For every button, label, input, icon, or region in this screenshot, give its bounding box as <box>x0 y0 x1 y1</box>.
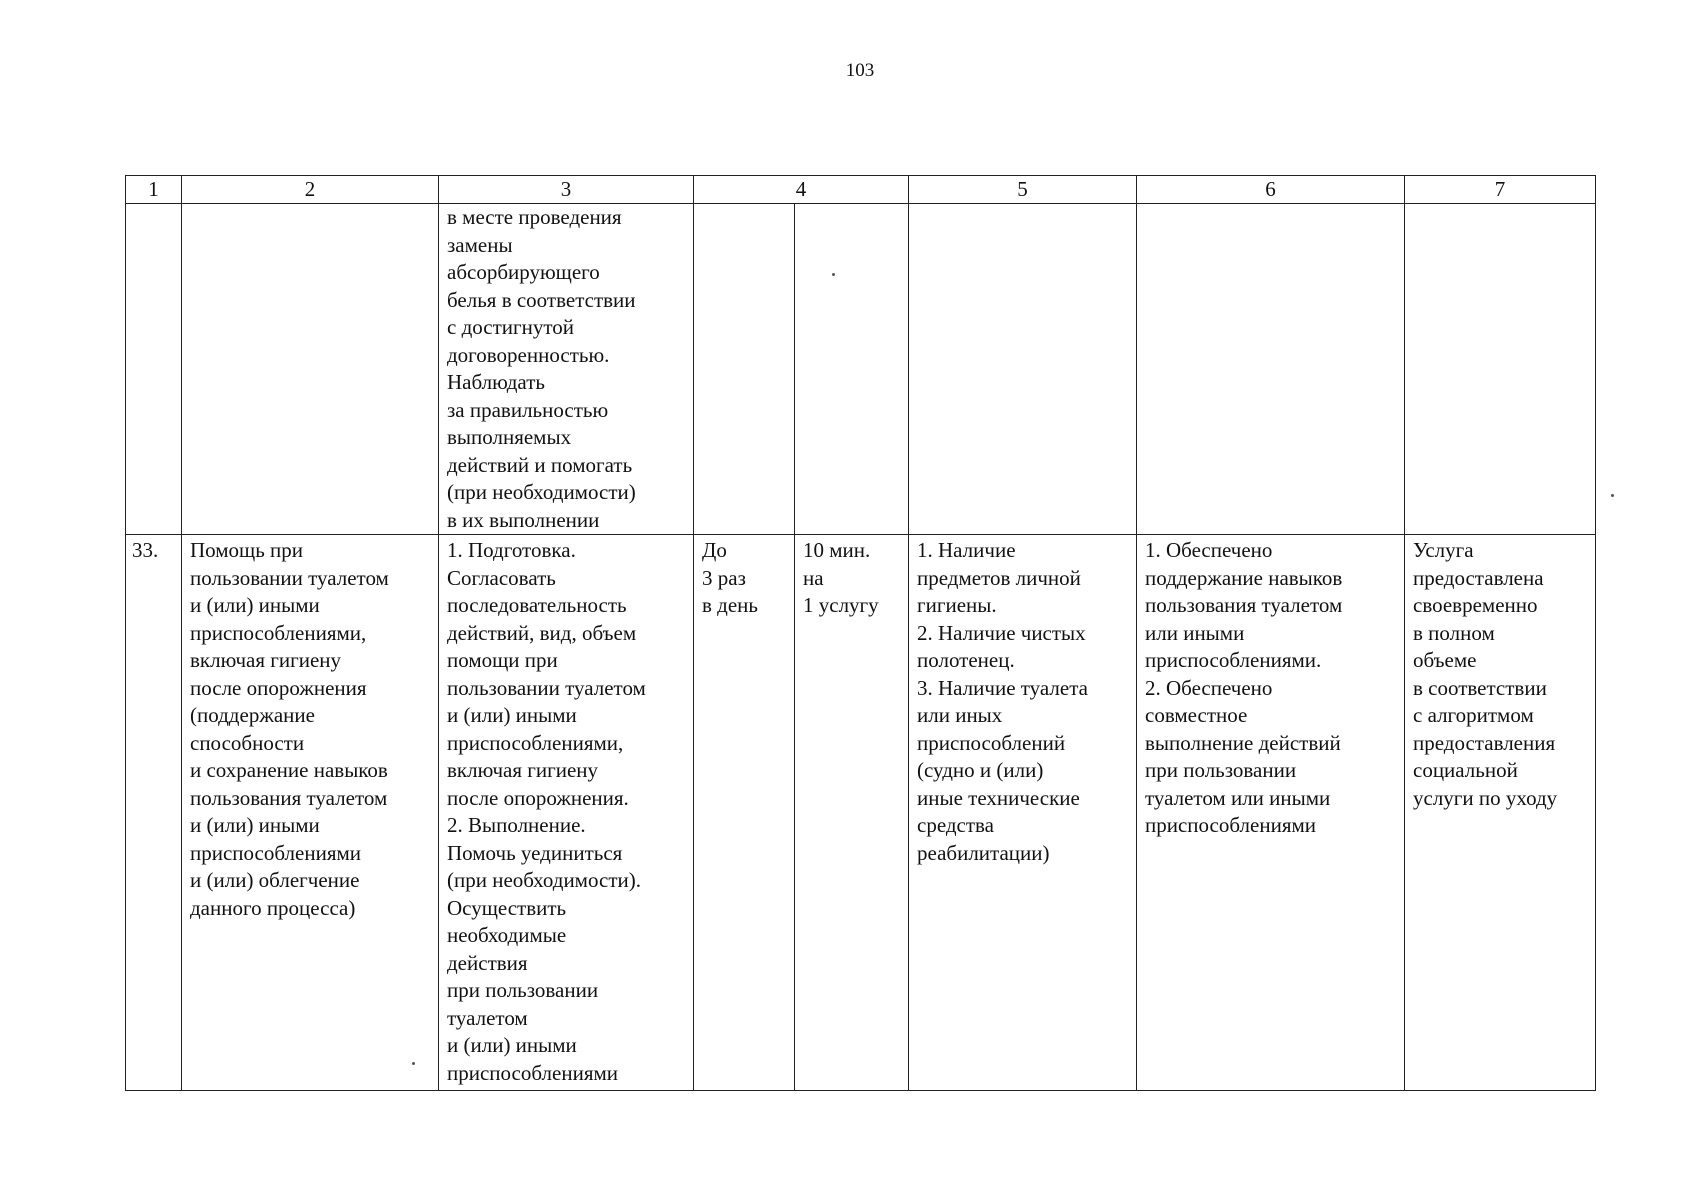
header-col-6: 6 <box>1137 176 1405 204</box>
cell-description: 1. Подготовка. Согласовать последовательность действий, вид, объем помощи при пользовании туалетом и (или) иными приспособлениями, включая гигиену после опорожнения. 2. Выполнение. Помочь уединиться (при необходимости). Осуществить необходимые действия при пользовании туалетом и (или) иными приспособлениями <box>439 535 694 1091</box>
table-header-row <box>126 176 1596 204</box>
cell-assessment: Услуга предоставлена своевременно в полном объеме в соответствии с алгоритмом предоставления социальной услуги по уходу <box>1405 535 1596 1091</box>
cell-service-name <box>182 204 439 535</box>
services-table <box>125 175 1596 1091</box>
cell-conditions <box>909 204 1137 535</box>
header-col-4: 4 <box>694 176 909 204</box>
cell-frequency <box>694 204 795 535</box>
header-col-3: 3 <box>439 176 694 204</box>
table-row-item-33 <box>126 535 1596 1091</box>
scan-speck <box>832 273 835 276</box>
scan-speck <box>1611 494 1614 497</box>
cell-description: в месте проведения замены абсорбирующего белья в соответствии с достигнутой договоренностью. Наблюдать за правильностью выполняемых действий и помогать (при необходимости) в их выполнении <box>439 204 694 535</box>
cell-conditions: 1. Наличие предметов личной гигиены. 2. Наличие чистых полотенец. 3. Наличие туалета или иных приспособлений (судно и (или) иные технические средства реабилитации) <box>909 535 1137 1091</box>
cell-duration <box>795 204 909 535</box>
header-col-2: 2 <box>182 176 439 204</box>
cell-number <box>126 204 182 535</box>
header-col-1: 1 <box>126 176 182 204</box>
table-row-continuation <box>126 204 1596 535</box>
cell-number: 33. <box>126 535 182 1091</box>
scan-speck <box>412 1062 415 1065</box>
header-col-7: 7 <box>1405 176 1596 204</box>
header-col-5: 5 <box>909 176 1137 204</box>
cell-assessment <box>1405 204 1596 535</box>
cell-service-name: Помощь при пользовании туалетом и (или) иными приспособлениями, включая гигиену после опорожнения (поддержание способности и сохранение навыков пользования туалетом и (или) иными приспособлениями и (или) облегчение данного процесса) <box>182 535 439 1091</box>
page-number: 103 <box>845 60 875 81</box>
cell-results <box>1137 204 1405 535</box>
cell-frequency: До 3 раз в день <box>694 535 795 1091</box>
cell-results: 1. Обеспечено поддержание навыков пользования туалетом или иными приспособлениями. 2. Обеспечено совместное выполнение действий при пользовании туалетом или иными приспособлениями <box>1137 535 1405 1091</box>
cell-duration: 10 мин. на 1 услугу <box>795 535 909 1091</box>
